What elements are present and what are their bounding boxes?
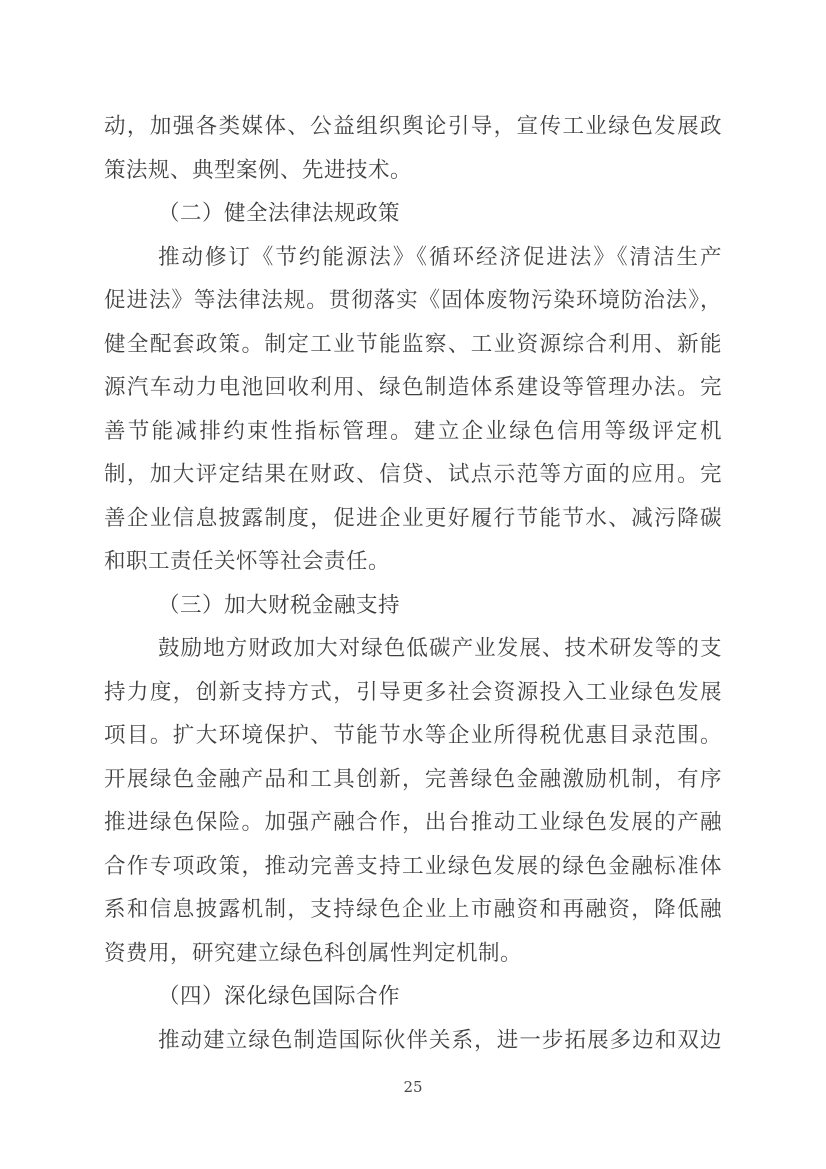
body-line: 和职工责任关怀等社会责任。 bbox=[104, 549, 391, 574]
body-line: 源汽车动力电池回收利用、绿色制造体系建设等管理办法。完 bbox=[104, 375, 722, 400]
body-line: 项目。扩大环境保护、节能节水等企业所得税优惠目录范围。 bbox=[104, 723, 722, 748]
section-heading: （三）加大财税金融支持 bbox=[158, 592, 401, 618]
body-line: 推动修订《节约能源法》《循环经济促进法》《清洁生产 bbox=[158, 244, 722, 270]
body-line: 鼓励地方财政加大对绿色低碳产业发展、技术研发等的支 bbox=[158, 636, 722, 661]
body-line: 健全配套政策。制定工业节能监察、工业资源综合利用、新能 bbox=[104, 331, 722, 357]
body-line: 善企业信息披露制度，促进企业更好履行节能节水、减污降碳 bbox=[104, 505, 722, 531]
body-line: 善节能减排约束性指标管理。建立企业绿色信用等级评定机 bbox=[104, 418, 722, 444]
body-line: 推动建立绿色制造国际伙伴关系，进一步拓展多边和双边 bbox=[158, 1027, 722, 1053]
section-heading: （二）健全法律法规政策 bbox=[158, 201, 401, 226]
body-line: 合作专项政策，推动完善支持工业绿色发展的绿色金融标准体 bbox=[104, 853, 722, 879]
body-line: 推进绿色保险。加强产融合作，出台推动工业绿色发展的产融 bbox=[104, 810, 722, 835]
section-heading: （四）深化绿色国际合作 bbox=[158, 984, 401, 1009]
body-line: 持力度，创新支持方式，引导更多社会资源投入工业绿色发展 bbox=[104, 679, 722, 705]
body-line: 系和信息披露机制，支持绿色企业上市融资和再融资，降低融 bbox=[104, 897, 722, 922]
page-number: 25 bbox=[403, 1078, 423, 1096]
body-line: 资费用，研究建立绿色科创属性判定机制。 bbox=[104, 940, 523, 966]
text-block bbox=[104, 105, 722, 1062]
body-line: 开展绿色金融产品和工具创新，完善绿色金融激励机制，有序 bbox=[104, 766, 722, 792]
body-line: 策法规、典型案例、先进技术。 bbox=[104, 157, 413, 183]
body-line: 促进法》等法律法规。贯彻落实《固体废物污染环境防治法》， bbox=[104, 288, 722, 313]
body-line: 制，加大评定结果在财政、信贷、试点示范等方面的应用。完 bbox=[104, 462, 722, 487]
body-line: 动，加强各类媒体、公益组织舆论引导，宣传工业绿色发展政 bbox=[104, 114, 722, 139]
